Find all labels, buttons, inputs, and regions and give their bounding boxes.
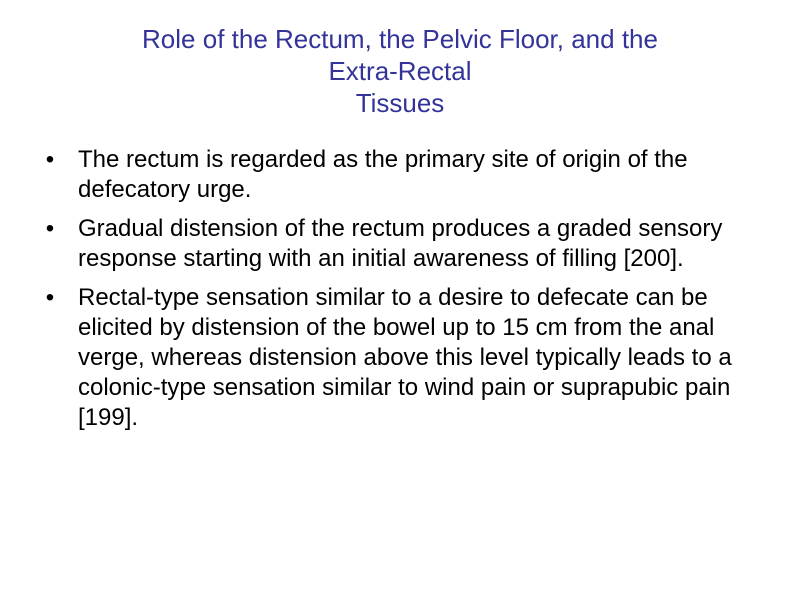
bullet-item (40, 214, 780, 274)
bullet-marker: • (45, 215, 55, 242)
slide-title-line-3: Tissues (355, 88, 445, 118)
bullet-item (40, 283, 780, 433)
bullet-marker: • (45, 146, 55, 173)
bullet-item (40, 145, 780, 205)
bullet-list (40, 145, 780, 442)
bullet-marker: • (45, 284, 55, 311)
slide-title-line-1: Role of the Rectum, the Pelvic Floor, and the (142, 24, 658, 54)
slide-title (40, 23, 760, 119)
bullet-text: Gradual distension of the rectum produces a graded sensory response starting with an initial awareness of filling [200]. (78, 215, 723, 272)
bullet-text: Rectal-type sensation similar to a desire to defecate can be elicited by distension of the bowel up to 15 cm from the anal verge, whereas distension above this level typically leads to a colonic-type sensation similar to wind pain or suprapubic pain [199]. (78, 284, 732, 431)
bullet-text: The rectum is regarded as the primary site of origin of the defecatory urge. (78, 146, 688, 203)
slide-title-line-2: Extra-Rectal (328, 56, 472, 86)
